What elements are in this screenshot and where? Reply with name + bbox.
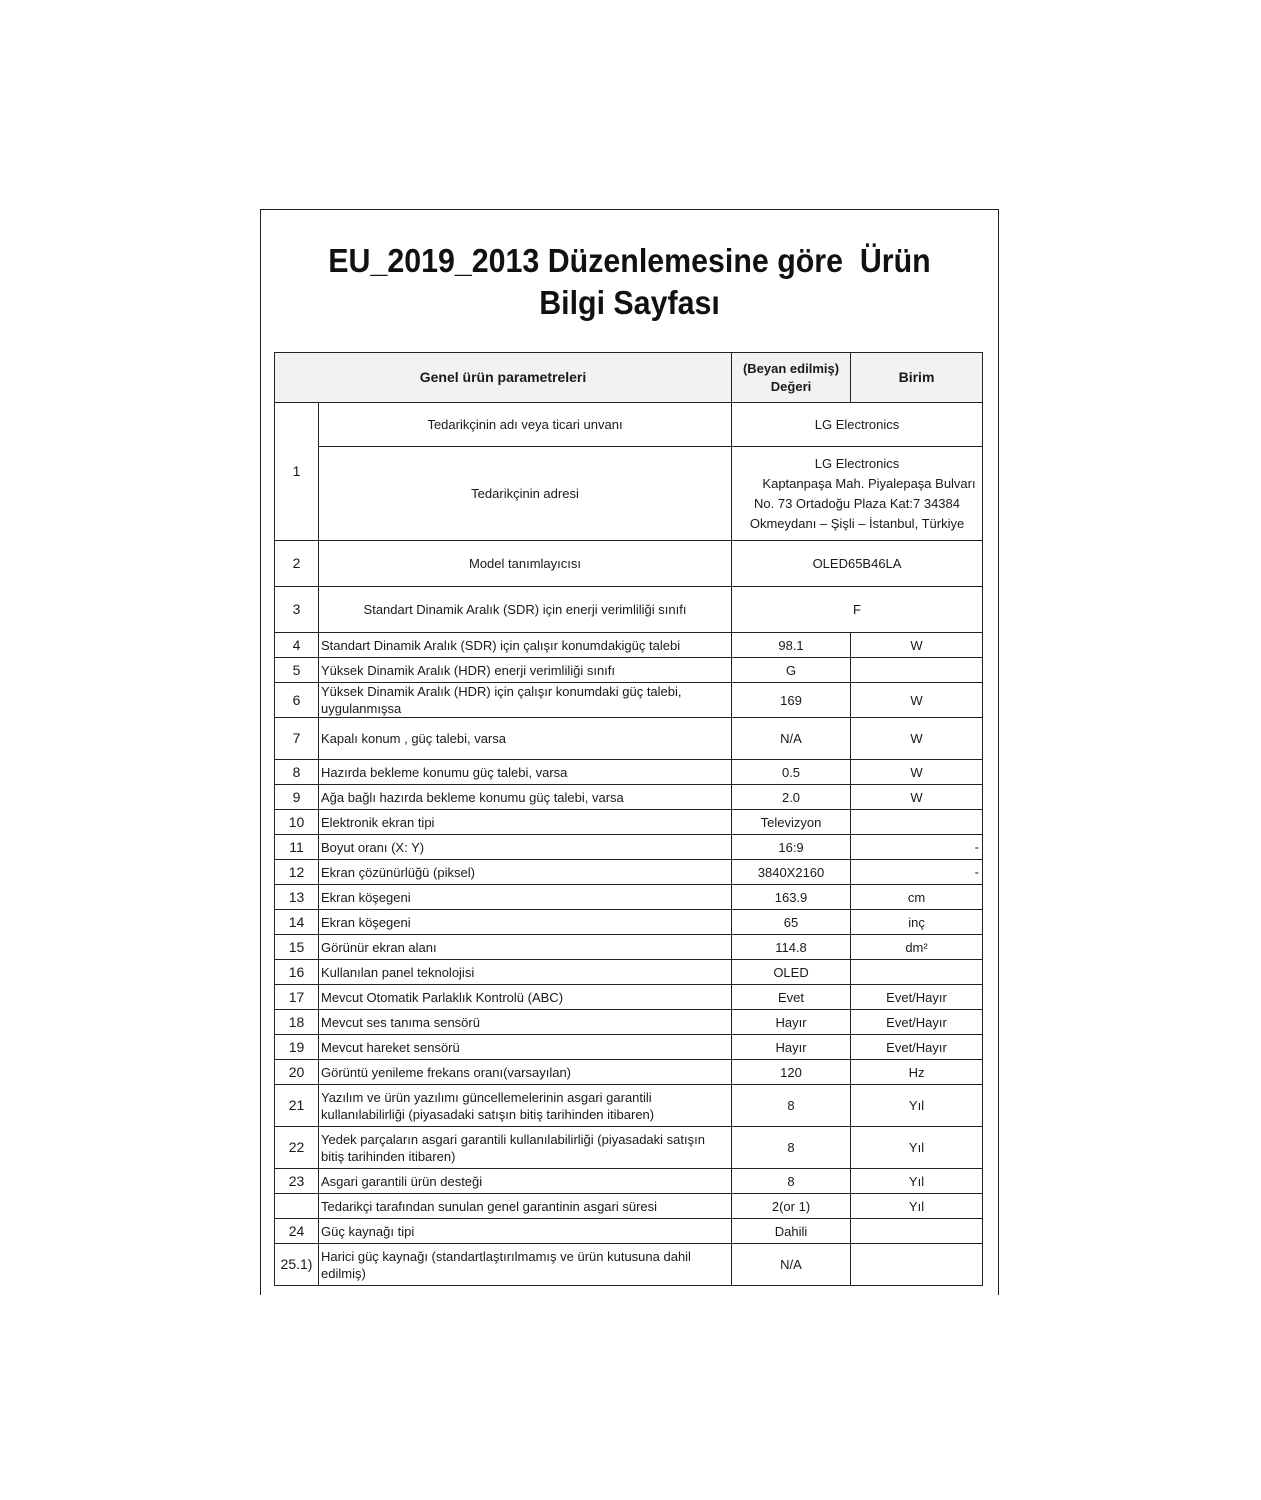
parameter-cell: Yedek parçaların asgari garantili kullanılabilirliği (piyasadaki satışın bitiş tarihinden itibaren) [319,1127,732,1169]
unit-cell: Yıl [851,1127,983,1169]
parameter-cell: Elektronik ekran tipi [319,810,732,835]
page-title [290,240,968,324]
table-row [275,633,983,658]
header-value [732,353,851,403]
row-number: 25.1) [275,1244,319,1286]
parameter-cell: Mevcut hareket sensörü [319,1035,732,1060]
row-number: 22 [275,1127,319,1169]
table-row [275,683,983,718]
row-number: 24 [275,1219,319,1244]
table-row [275,910,983,935]
parameter-cell: Standart Dinamik Aralık (SDR) için çalışır konumdakigüç talebi [319,633,732,658]
table-row [275,985,983,1010]
unit-cell [851,810,983,835]
supplier-name-label: Tedarikçinin adı veya ticari unvanı [319,403,732,447]
parameter-cell: Yüksek Dinamik Aralık (HDR) için çalışır konumdaki güç talebi, uygulanmışsa [319,683,732,718]
row-number: 20 [275,1060,319,1085]
value-cell: 120 [732,1060,851,1085]
unit-cell: Hz [851,1060,983,1085]
row-number: 2 [275,541,319,587]
parameter-cell: Asgari garantili ürün desteği [319,1169,732,1194]
unit-cell: W [851,785,983,810]
address-line: Kaptanpaşa Mah. Piyalepaşa Bulvarı [762,475,976,491]
parameter-cell: Mevcut Otomatik Parlaklık Kontrolü (ABC) [319,985,732,1010]
product-info-table [274,352,983,1286]
value-cell: 2(or 1) [732,1194,851,1219]
unit-cell: W [851,718,983,760]
value-cell: 16:9 [732,835,851,860]
table-row [275,1060,983,1085]
unit-cell [851,1219,983,1244]
row-number: 6 [275,683,319,718]
unit-cell [851,1244,983,1286]
value-cell: 114.8 [732,935,851,960]
parameter-cell: Görünür ekran alanı [319,935,732,960]
unit-cell [851,658,983,683]
table-row [275,935,983,960]
row-number: 12 [275,860,319,885]
table-row [275,587,983,633]
value-cell: N/A [732,718,851,760]
parameter-cell: Tedarikçi tarafından sunulan genel garantinin asgari süresi [319,1194,732,1219]
value-cell: Hayır [732,1035,851,1060]
row-number: 19 [275,1035,319,1060]
unit-cell [851,860,983,885]
unit-cell: Evet/Hayır [851,985,983,1010]
value-cell: Evet [732,985,851,1010]
title-line-1: EU_2019_2013 Düzenlemesine göre Ürün [328,242,931,279]
parameter-cell: Güç kaynağı tipi [319,1219,732,1244]
sdr-class-value: F [732,587,983,633]
unit-cell [851,835,983,860]
model-label: Model tanımlayıcısı [319,541,732,587]
value-cell: Hayır [732,1010,851,1035]
parameter-cell: Harici güç kaynağı (standartlaştırılmamış ve ürün kutusuna dahil edilmiş) [319,1244,732,1286]
unit-cell: Yıl [851,1085,983,1127]
table-row [275,1127,983,1169]
unit-dash: - [974,839,980,855]
row-number: 13 [275,885,319,910]
value-cell: 65 [732,910,851,935]
row-number: 3 [275,587,319,633]
parameter-cell: Ağa bağlı hazırda bekleme konumu güç talebi, varsa [319,785,732,810]
row-number: 9 [275,785,319,810]
table-row [275,403,983,447]
unit-cell: W [851,633,983,658]
parameter-cell: Ekran çözünürlüğü (piksel) [319,860,732,885]
table-row [275,760,983,785]
unit-cell: Yıl [851,1169,983,1194]
table-row [275,835,983,860]
model-value: OLED65B46LA [732,541,983,587]
parameter-cell: Yazılım ve ürün yazılımı güncellemelerinin asgari garantili kullanılabilirliği (piyasadaki satışın bitiş tarihinden itibaren) [319,1085,732,1127]
unit-cell: Yıl [851,1194,983,1219]
value-cell: G [732,658,851,683]
row-number: 1 [275,403,319,541]
unit-cell: W [851,760,983,785]
value-cell: OLED [732,960,851,985]
parameter-cell: Kullanılan panel teknolojisi [319,960,732,985]
value-cell: Dahili [732,1219,851,1244]
parameter-cell: Boyut oranı (X: Y) [319,835,732,860]
value-cell: 3840X2160 [732,860,851,885]
supplier-address-value [732,447,983,541]
table-row [275,885,983,910]
value-cell: 0.5 [732,760,851,785]
row-number: 5 [275,658,319,683]
value-cell: 8 [732,1169,851,1194]
row-number: 23 [275,1169,319,1194]
row-number: 21 [275,1085,319,1127]
row-number: 18 [275,1010,319,1035]
value-cell: Televizyon [732,810,851,835]
unit-cell: dm² [851,935,983,960]
header-unit: Birim [851,353,983,403]
row-number: 15 [275,935,319,960]
row-number [275,1194,319,1219]
table-header-row [275,353,983,403]
parameter-cell: Ekran köşegeni [319,910,732,935]
address-line: Okmeydanı – Şişli – İstanbul, Türkiye [749,515,965,531]
value-cell: 98.1 [732,633,851,658]
supplier-address-label: Tedarikçinin adresi [319,447,732,541]
table-row [275,658,983,683]
unit-cell: Evet/Hayır [851,1035,983,1060]
table-row [275,1010,983,1035]
table-row [275,1194,983,1219]
parameter-cell: Kapalı konum , güç talebi, varsa [319,718,732,760]
row-number: 14 [275,910,319,935]
table-row [275,785,983,810]
unit-cell: Evet/Hayır [851,1010,983,1035]
row-number: 10 [275,810,319,835]
value-cell: 163.9 [732,885,851,910]
title-line-2: Bilgi Sayfası [539,284,720,321]
value-cell: 8 [732,1127,851,1169]
value-cell: 169 [732,683,851,718]
row-number: 8 [275,760,319,785]
table-row [275,718,983,760]
address-line: No. 73 Ortadoğu Plaza Kat:7 34384 [754,495,960,511]
header-parameters: Genel ürün parametreleri [275,353,732,403]
table-row [275,1219,983,1244]
row-number: 17 [275,985,319,1010]
unit-cell [851,960,983,985]
table-row [275,1085,983,1127]
table-row [275,810,983,835]
unit-cell: cm [851,885,983,910]
row-number: 7 [275,718,319,760]
table-row [275,541,983,587]
row-number: 11 [275,835,319,860]
unit-cell: W [851,683,983,718]
address-line: LG Electronics [814,455,900,471]
table-row [275,860,983,885]
parameter-cell: Mevcut ses tanıma sensörü [319,1010,732,1035]
value-cell: 8 [732,1085,851,1127]
table-row [275,447,983,541]
header-value-line-1: (Beyan edilmiş) [742,360,840,376]
parameter-cell: Görüntü yenileme frekans oranı(varsayılan) [319,1060,732,1085]
table-row [275,1244,983,1286]
table-row [275,960,983,985]
header-value-line-2: Değeri [770,378,812,394]
parameter-cell: Yüksek Dinamik Aralık (HDR) enerji verimliliği sınıfı [319,658,732,683]
table-row [275,1169,983,1194]
parameter-cell: Ekran köşegeni [319,885,732,910]
parameter-cell: Hazırda bekleme konumu güç talebi, varsa [319,760,732,785]
table-row [275,1035,983,1060]
row-number: 4 [275,633,319,658]
row-number: 16 [275,960,319,985]
sdr-class-label: Standart Dinamik Aralık (SDR) için enerji verimliliği sınıfı [319,587,732,633]
unit-cell: inç [851,910,983,935]
value-cell: 2.0 [732,785,851,810]
value-cell: N/A [732,1244,851,1286]
supplier-name-value: LG Electronics [732,403,983,447]
unit-dash: - [974,864,980,880]
